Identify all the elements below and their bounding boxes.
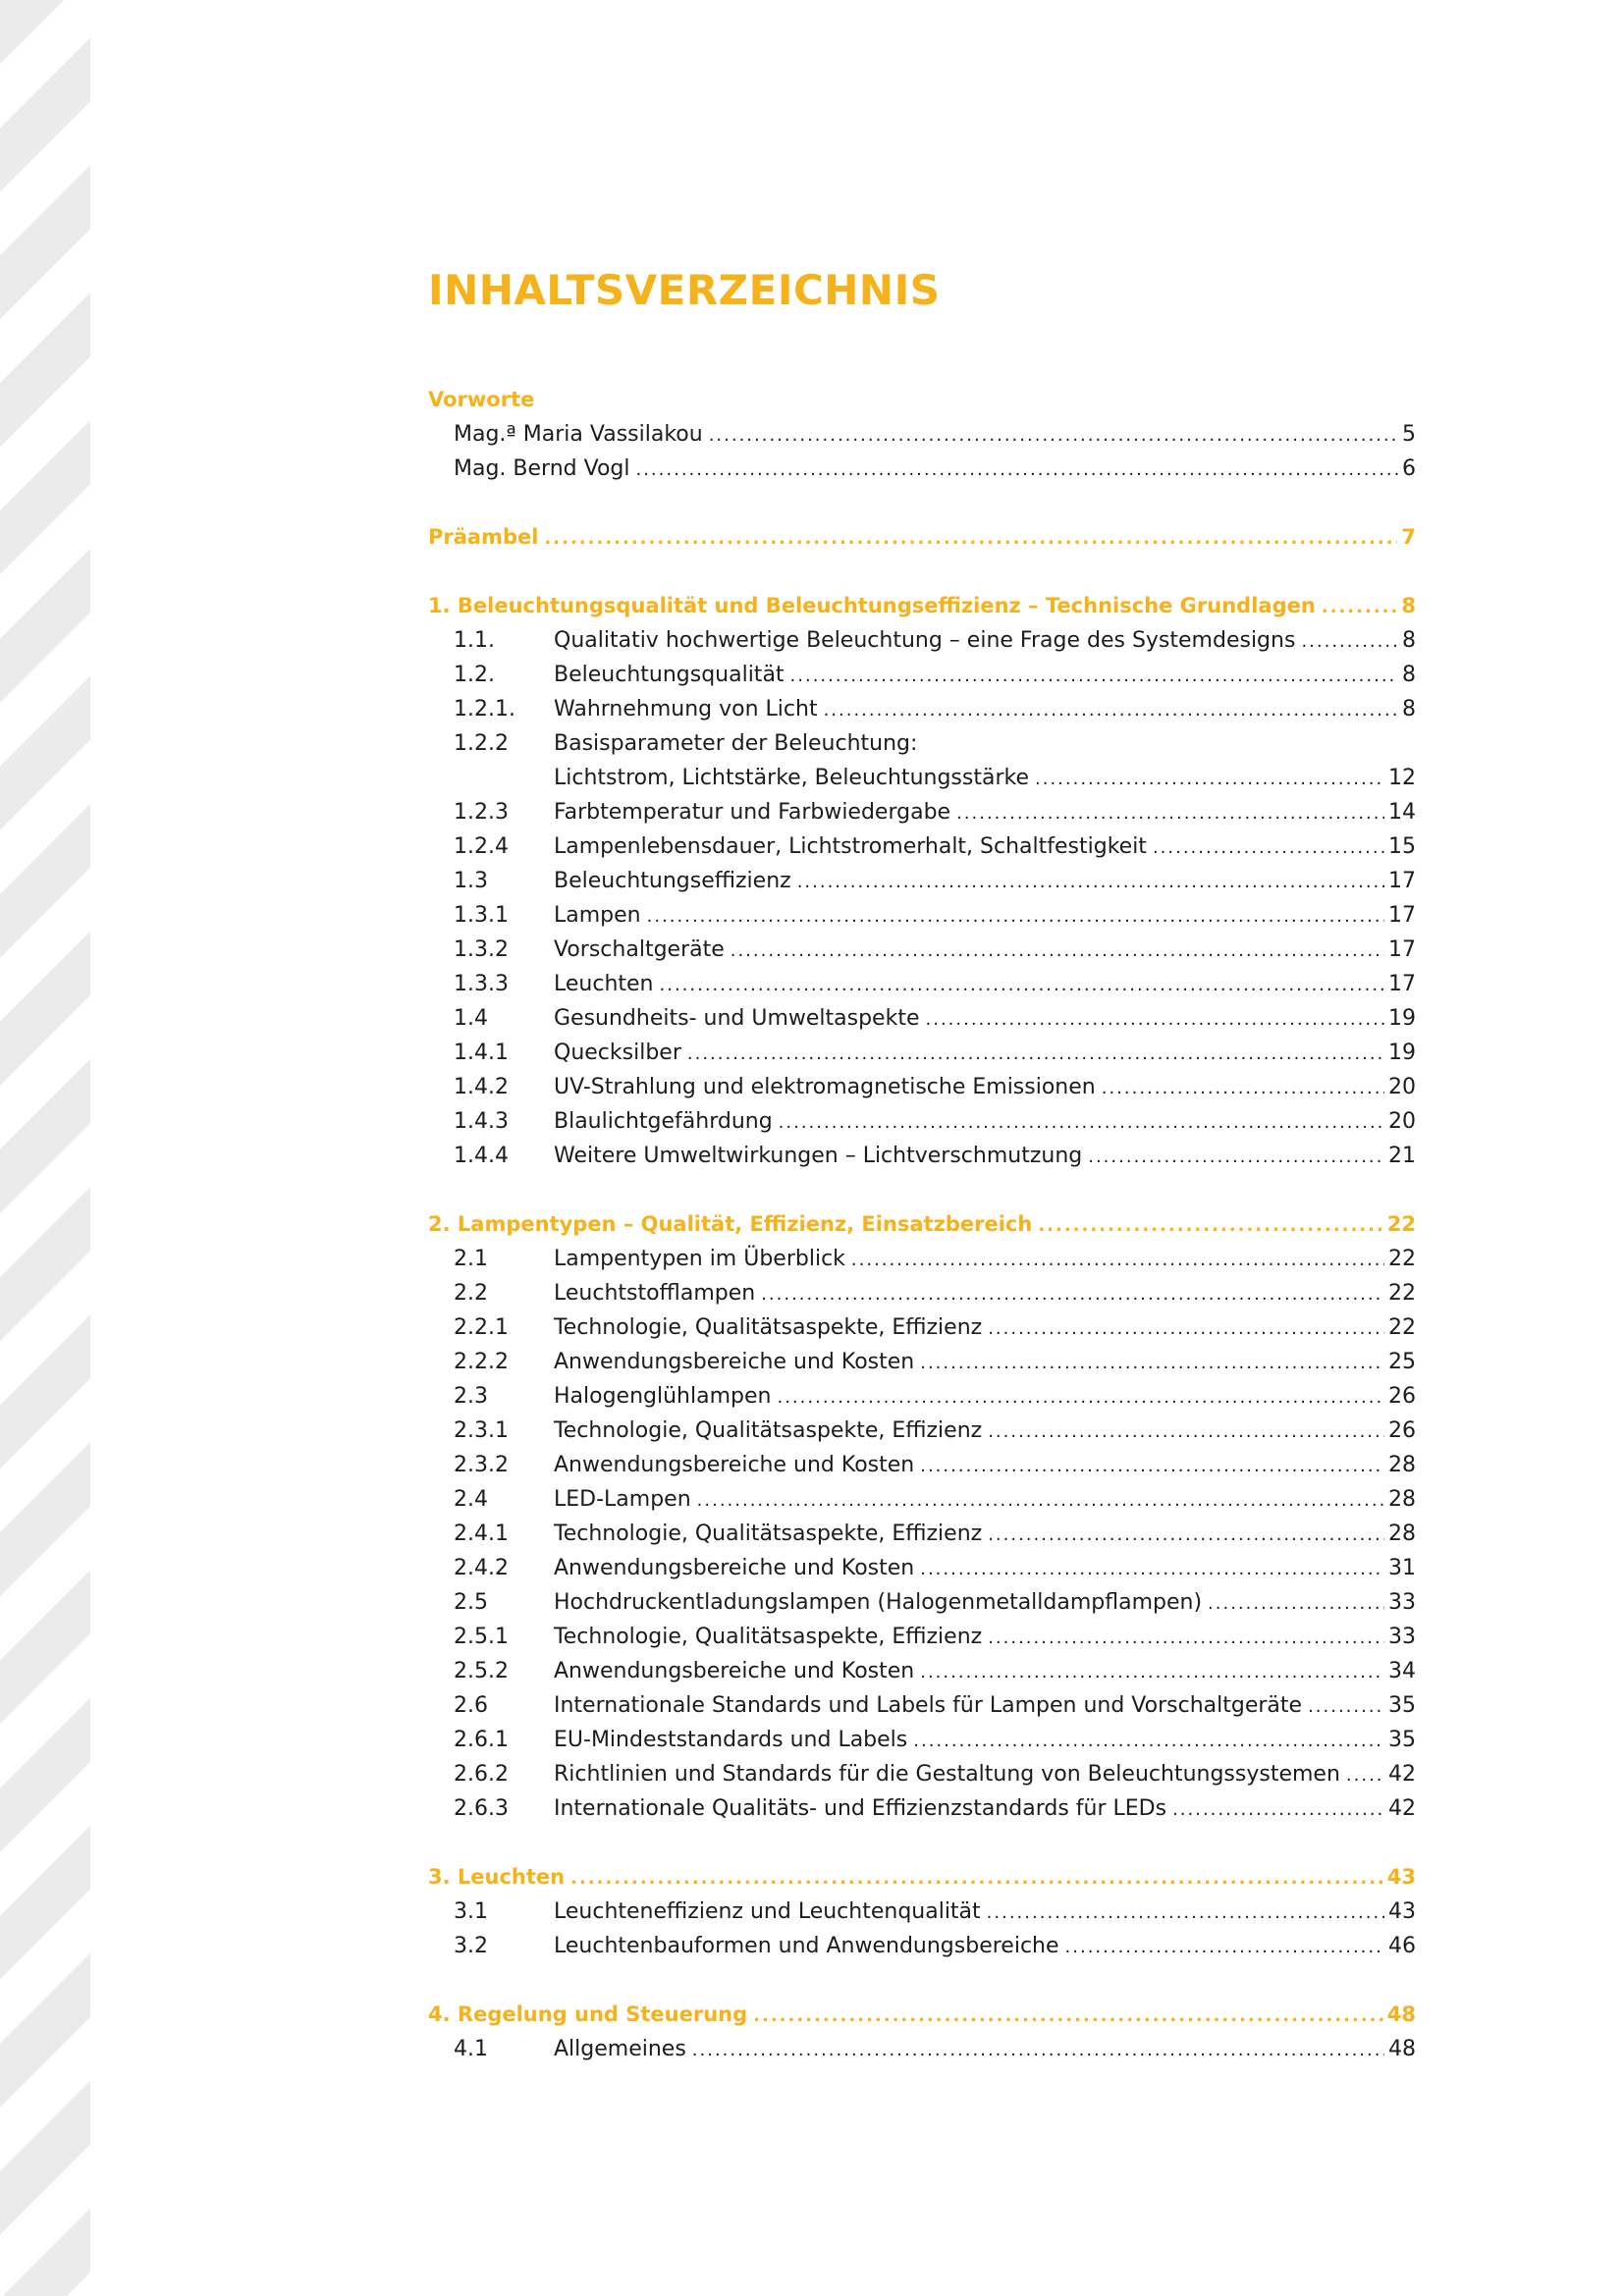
dot-leader <box>1346 1758 1384 1792</box>
toc-entry[interactable] <box>428 1654 1416 1688</box>
entry-title: Anwendungsbereiche und Kosten <box>554 1453 915 1477</box>
page-number: 22 <box>1388 1315 1416 1340</box>
toc-entry[interactable] <box>428 1791 1416 1826</box>
entry-title: Anwendungsbereiche und Kosten <box>554 1350 915 1374</box>
dot-leader <box>687 1037 1384 1071</box>
dot-leader <box>761 1277 1384 1311</box>
dot-leader <box>1208 1586 1384 1621</box>
chapter-entry[interactable] <box>428 1998 1416 2032</box>
entry-title: Technologie, Qualitätsaspekte, Effizienz <box>554 1315 983 1340</box>
dot-leader <box>920 1552 1384 1586</box>
dot-leader <box>1308 1689 1384 1724</box>
entry-line <box>554 1929 1416 1964</box>
section-number: 1.4 <box>454 1006 488 1031</box>
table-of-contents <box>428 383 1416 2066</box>
entry-title: Anwendungsbereiche und Kosten <box>554 1556 915 1580</box>
dot-leader <box>647 899 1384 934</box>
toc-entry[interactable] <box>428 898 1416 933</box>
entry-title: EU-Mindeststandards und Labels <box>554 1728 908 1752</box>
entry-title: Leuchteneffizienz und Leuchtenqualität <box>554 1899 981 1924</box>
entry-line <box>554 1036 1416 1071</box>
entry-title: Technologie, Qualitätsaspekte, Effizienz <box>554 1418 983 1443</box>
page-number: 7 <box>1401 525 1416 549</box>
toc-entry[interactable] <box>428 1551 1416 1585</box>
page-number: 8 <box>1402 663 1416 687</box>
toc-entry[interactable] <box>428 1242 1416 1276</box>
dot-leader <box>920 1655 1384 1689</box>
toc-entry[interactable] <box>428 1482 1416 1517</box>
page-number: 15 <box>1388 834 1416 859</box>
page-number: 48 <box>1388 2037 1416 2061</box>
entry-line <box>554 1482 1416 1518</box>
entry-title: Mag. Bernd Vogl <box>454 456 630 481</box>
toc-entry[interactable] <box>428 933 1416 967</box>
decorative-stripes <box>0 0 90 2296</box>
page-number: 48 <box>1386 2002 1416 2026</box>
entry-title: Hochdruckentladungslampen (Halogenmetalldampflampen) <box>554 1590 1203 1615</box>
section-number: 1.2.1. <box>454 697 515 721</box>
entry-line <box>454 452 1416 487</box>
page-number: 31 <box>1388 1556 1416 1580</box>
dot-leader <box>1172 1792 1384 1827</box>
dot-leader <box>731 934 1384 968</box>
toc-entry[interactable] <box>428 417 1416 452</box>
toc-entry[interactable] <box>428 795 1416 829</box>
entry-title: Richtlinien und Standards für die Gestaltung von Beleuchtungssystemen <box>554 1762 1340 1787</box>
toc-entry[interactable] <box>428 658 1416 692</box>
section-number: 1.3.2 <box>454 937 509 962</box>
entry-title: Allgemeines <box>554 2037 686 2061</box>
entry-title: Wahrnehmung von Licht <box>554 697 818 721</box>
toc-entry[interactable] <box>428 1414 1416 1448</box>
entry-line <box>554 1517 1416 1552</box>
entry-line <box>554 1688 1416 1724</box>
page-number: 46 <box>1388 1934 1416 1958</box>
page-number: 17 <box>1388 937 1416 962</box>
dot-leader <box>988 1621 1384 1655</box>
page-number: 6 <box>1402 456 1416 481</box>
page-number: 21 <box>1388 1144 1416 1168</box>
toc-entry[interactable] <box>428 1723 1416 1757</box>
toc-entry[interactable] <box>428 1276 1416 1310</box>
page-number: 8 <box>1402 628 1416 653</box>
entry-line <box>554 933 1416 968</box>
section-number: 1.2.2 <box>454 731 509 756</box>
dot-leader <box>987 1896 1384 1930</box>
toc-entry[interactable] <box>428 2032 1416 2066</box>
dot-leader <box>790 659 1398 693</box>
dot-leader <box>692 2033 1384 2067</box>
entry-line <box>554 1001 1416 1037</box>
page-number: 8 <box>1402 697 1416 721</box>
section-number: 2.2 <box>454 1281 488 1306</box>
entry-line <box>554 1104 1416 1140</box>
entry-title: Leuchtenbauformen und Anwendungsbereiche <box>554 1934 1059 1958</box>
entry-title: Quecksilber <box>554 1041 681 1065</box>
section-number: 2.1 <box>454 1247 488 1271</box>
entry-line <box>554 795 1416 830</box>
entry-title: Lampen <box>554 903 641 928</box>
dot-leader <box>913 1724 1384 1758</box>
page-number: 33 <box>1388 1590 1416 1615</box>
entry-line <box>554 829 1416 865</box>
entry-title: UV-Strahlung und elektromagnetische Emissionen <box>554 1075 1096 1099</box>
entry-title: 2. Lampentypen – Qualität, Effizienz, Einsatzbereich <box>428 1212 1033 1236</box>
section-number: 2.3.1 <box>454 1418 509 1443</box>
dot-leader <box>1035 762 1384 796</box>
toc-entry[interactable] <box>428 726 1416 761</box>
page-number: 43 <box>1386 1865 1416 1889</box>
entry-title: 4. Regelung und Steuerung <box>428 2002 748 2026</box>
section-number: 4.1 <box>454 2037 488 2061</box>
dot-leader <box>697 1483 1384 1518</box>
chapter-entry[interactable] <box>428 1207 1416 1242</box>
entry-line <box>554 1895 1416 1930</box>
entry-title: Farbtemperatur und Farbwiedergabe <box>554 800 951 825</box>
section-number: 2.4.2 <box>454 1556 509 1580</box>
dot-leader <box>660 968 1385 1002</box>
section-number: 3.1 <box>454 1899 488 1924</box>
toc-entry[interactable] <box>428 623 1416 658</box>
section-number: 1.2.4 <box>454 834 509 859</box>
entry-title: Basisparameter der Beleuchtung: <box>554 731 918 756</box>
entry-line <box>428 1998 1416 2033</box>
dot-leader <box>635 453 1398 487</box>
toc-entry[interactable] <box>428 692 1416 726</box>
toc-entry[interactable] <box>428 1104 1416 1139</box>
entry-title: Leuchten <box>554 972 654 996</box>
entry-line <box>554 761 1416 796</box>
entry-title: Internationale Standards und Labels für Lampen und Vorschaltgeräte <box>554 1693 1303 1718</box>
entry-line <box>554 898 1416 934</box>
page-number: 19 <box>1388 1041 1416 1065</box>
entry-title: 3. Leuchten <box>428 1865 566 1889</box>
page-number: 17 <box>1388 903 1416 928</box>
dot-leader <box>920 1449 1384 1483</box>
page-number: 42 <box>1388 1762 1416 1787</box>
toc-entry[interactable] <box>428 1517 1416 1551</box>
section-number: 1.4.3 <box>454 1109 509 1134</box>
dot-leader <box>988 1311 1384 1346</box>
entry-line <box>554 623 1416 659</box>
section-number: 1.3.3 <box>454 972 509 996</box>
entry-title: Qualitativ hochwertige Beleuchtung – eine Frage des Systemdesigns <box>554 628 1296 653</box>
page-number: 8 <box>1401 594 1416 617</box>
toc-entry[interactable] <box>428 1139 1416 1173</box>
dot-leader <box>988 1518 1384 1552</box>
dot-leader <box>1038 1208 1382 1243</box>
entry-title: Lampenlebensdauer, Lichtstromerhalt, Schaltfestigkeit <box>554 834 1147 859</box>
section-number: 2.2.1 <box>454 1315 509 1340</box>
page-number: 20 <box>1388 1109 1416 1134</box>
dot-leader <box>824 693 1398 727</box>
page-number: 34 <box>1388 1659 1416 1683</box>
section-heading-vorworte: Vorworte <box>428 388 535 411</box>
entry-line <box>554 692 1416 727</box>
section-number: 1.4.1 <box>454 1041 509 1065</box>
section-number: 1.3.1 <box>454 903 509 928</box>
toc-entry[interactable] <box>428 1757 1416 1791</box>
entry-line <box>554 658 1416 693</box>
entry-line <box>554 1757 1416 1792</box>
entry-title: Leuchtstofflampen <box>554 1281 756 1306</box>
chapter-entry[interactable] <box>428 520 1416 555</box>
entry-line <box>428 589 1416 624</box>
toc-entry[interactable] <box>428 1070 1416 1104</box>
entry-title: Technologie, Qualitätsaspekte, Effizienz <box>554 1522 983 1546</box>
page-number: 26 <box>1388 1418 1416 1443</box>
toc-entry[interactable] <box>428 1345 1416 1379</box>
section-number: 2.4 <box>454 1487 488 1512</box>
dot-leader <box>988 1415 1384 1449</box>
section-number: 1.2. <box>454 663 495 687</box>
toc-entry[interactable] <box>428 1585 1416 1620</box>
entry-title: Lampentypen im Überblick <box>554 1247 845 1271</box>
entry-title: Gesundheits- und Umweltaspekte <box>554 1006 920 1031</box>
dot-leader <box>709 418 1398 453</box>
section-number: 1.3 <box>454 869 488 893</box>
dot-leader <box>1065 1930 1384 1964</box>
entry-line <box>554 1379 1416 1415</box>
page-number: 42 <box>1388 1796 1416 1821</box>
page-number: 33 <box>1388 1625 1416 1649</box>
entry-title: Beleuchtungsqualität <box>554 663 785 687</box>
toc-entry[interactable] <box>428 829 1416 864</box>
entry-line <box>554 1654 1416 1689</box>
entry-title: Technologie, Qualitätsaspekte, Effizienz <box>554 1625 983 1649</box>
entry-line <box>554 1620 1416 1655</box>
entry-line <box>428 1860 1416 1896</box>
section-number: 2.5 <box>454 1590 488 1615</box>
dot-leader <box>797 865 1384 899</box>
page-number: 20 <box>1388 1075 1416 1099</box>
toc-entry[interactable] <box>428 967 1416 1001</box>
page-number: 35 <box>1388 1693 1416 1718</box>
page-number: 22 <box>1388 1281 1416 1306</box>
entry-line <box>554 1276 1416 1311</box>
page-number: 28 <box>1388 1487 1416 1512</box>
entry-line <box>554 864 1416 899</box>
section-number: 2.6 <box>454 1693 488 1718</box>
section-number: 1.1. <box>454 628 495 653</box>
section-number: 2.6.2 <box>454 1762 509 1787</box>
page-number: 26 <box>1388 1384 1416 1409</box>
page-number: 35 <box>1388 1728 1416 1752</box>
dot-leader <box>779 1105 1384 1140</box>
entry-title: Anwendungsbereiche und Kosten <box>554 1659 915 1683</box>
toc-entry[interactable] <box>428 1929 1416 1963</box>
entry-title: Mag.ª Maria Vassilakou <box>454 422 703 447</box>
page-number: 43 <box>1388 1899 1416 1924</box>
entry-line <box>554 1723 1416 1758</box>
chapter-entry[interactable] <box>428 589 1416 623</box>
entry-title: Beleuchtungseffizienz <box>554 869 791 893</box>
page-number: 19 <box>1388 1006 1416 1031</box>
entry-line <box>554 967 1416 1002</box>
dot-leader <box>926 1002 1385 1037</box>
dot-leader <box>851 1243 1384 1277</box>
entry-title: Vorschaltgeräte <box>554 937 725 962</box>
dot-leader <box>1088 1140 1384 1174</box>
section-number: 2.6.1 <box>454 1728 509 1752</box>
page-number: 25 <box>1388 1350 1416 1374</box>
entry-line <box>554 1139 1416 1174</box>
entry-line <box>554 1448 1416 1483</box>
dot-leader <box>544 521 1397 556</box>
section-number: 2.2.2 <box>454 1350 509 1374</box>
dot-leader <box>777 1380 1384 1415</box>
toc-entry[interactable] <box>428 1036 1416 1070</box>
section-number: 2.5.1 <box>454 1625 509 1649</box>
section-number: 1.2.3 <box>454 800 509 825</box>
page-title: INHALTSVERZEICHNIS <box>428 266 941 314</box>
dot-leader <box>753 1999 1383 2033</box>
entry-line <box>554 1345 1416 1380</box>
section-number: 2.6.3 <box>454 1796 509 1821</box>
entry-title: Blaulichtgefährdung <box>554 1109 773 1134</box>
dot-leader <box>1322 590 1398 624</box>
section-number: 2.5.2 <box>454 1659 509 1683</box>
toc-entry[interactable] <box>428 1310 1416 1345</box>
toc-entry[interactable] <box>428 1895 1416 1929</box>
entry-line <box>428 1207 1416 1243</box>
entry-line <box>554 1070 1416 1105</box>
page-number: 17 <box>1388 972 1416 996</box>
dot-leader <box>920 1346 1384 1380</box>
toc-entry[interactable] <box>428 1688 1416 1723</box>
page-number: 28 <box>1388 1453 1416 1477</box>
entry-title: Weitere Umweltwirkungen – Lichtverschmutzung <box>554 1144 1083 1168</box>
entry-line <box>554 1242 1416 1277</box>
page-number: 5 <box>1402 422 1416 447</box>
entry-line <box>554 1585 1416 1621</box>
toc-entry[interactable] <box>428 1001 1416 1036</box>
page-number: 28 <box>1388 1522 1416 1546</box>
entry-title: Präambel <box>428 525 539 549</box>
toc-entry[interactable] <box>428 864 1416 898</box>
entry-line <box>554 2032 1416 2067</box>
toc-entry[interactable] <box>428 452 1416 486</box>
section-number: 2.3.2 <box>454 1453 509 1477</box>
entry-line <box>554 1414 1416 1449</box>
entry-line <box>554 1551 1416 1586</box>
entry-line <box>454 417 1416 453</box>
section-number: 3.2 <box>454 1934 488 1958</box>
dot-leader <box>956 796 1384 830</box>
page-number: 22 <box>1386 1212 1416 1236</box>
entry-title: Internationale Qualitäts- und Effizienzstandards für LEDs <box>554 1796 1167 1821</box>
chapter-entry[interactable] <box>428 1860 1416 1895</box>
dot-leader <box>1301 624 1398 659</box>
toc-entry-continuation[interactable] <box>428 761 1416 795</box>
toc-entry[interactable] <box>428 1448 1416 1482</box>
section-number: 1.4.4 <box>454 1144 509 1168</box>
dot-leader <box>1153 830 1384 865</box>
entry-title: Halogenglühlampen <box>554 1384 772 1409</box>
section-number: 1.4.2 <box>454 1075 509 1099</box>
toc-entry[interactable] <box>428 1620 1416 1654</box>
page-number: 14 <box>1388 800 1416 825</box>
toc-entry[interactable] <box>428 1379 1416 1414</box>
dot-leader <box>570 1861 1383 1896</box>
entry-line <box>428 520 1416 556</box>
section-number: 2.4.1 <box>454 1522 509 1546</box>
section-number: 2.3 <box>454 1384 488 1409</box>
dot-leader <box>1102 1071 1384 1105</box>
page-number: 17 <box>1388 869 1416 893</box>
entry-title: 1. Beleuchtungsqualität und Beleuchtungseffizienz – Technische Grundlagen <box>428 594 1316 617</box>
entry-title: Lichtstrom, Lichtstärke, Beleuchtungsstärke <box>554 766 1029 790</box>
entry-line <box>554 1791 1416 1827</box>
entry-title: LED-Lampen <box>554 1487 691 1512</box>
page-number: 12 <box>1388 766 1416 790</box>
entry-line <box>554 1310 1416 1346</box>
page-number: 22 <box>1388 1247 1416 1271</box>
